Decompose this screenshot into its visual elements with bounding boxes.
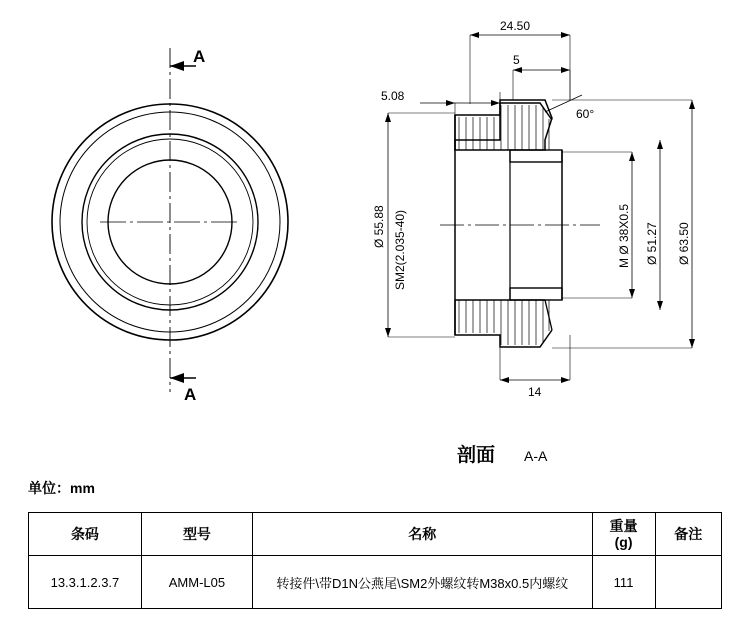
dim-text-top-overall: 24.50 xyxy=(500,19,531,33)
dim-text-left-flange: 5.08 xyxy=(381,89,405,103)
dim-arrow-m38-top xyxy=(629,152,635,161)
table-header-row xyxy=(29,513,722,556)
dim-arrow-5-right xyxy=(561,67,570,73)
hatch-upper xyxy=(459,105,549,150)
dim-text-m38: M Ø 38X0.5 xyxy=(617,203,631,268)
dim-arrow-14-right xyxy=(561,377,570,383)
cell-model: AMM-L05 xyxy=(141,556,252,609)
cell-barcode: 13.3.1.2.3.7 xyxy=(29,556,142,609)
spec-table-head xyxy=(29,513,722,556)
units-value: mm xyxy=(70,480,95,496)
cell-weight: 111 xyxy=(592,556,655,609)
section-arrow-top-head xyxy=(170,61,184,71)
hatch-lower xyxy=(459,300,549,345)
dim-text-dia-5588: Ø 55.88 xyxy=(372,205,386,248)
dim-arrow-5127-top xyxy=(657,140,663,149)
units-label xyxy=(28,478,95,498)
header-barcode: 条码 xyxy=(29,513,142,556)
upper-body-outline xyxy=(455,100,552,150)
dim-text-sm2-thread: SM2(2.035-40) xyxy=(393,209,407,290)
dim-arrow-2450-left xyxy=(470,32,479,38)
header-weight-line1: 重量 xyxy=(609,517,638,534)
cell-name: 转接件\带D1N公燕尾\SM2外螺纹转M38x0.5内螺纹 xyxy=(253,556,593,609)
units-label-text: 单位： xyxy=(28,480,70,496)
upper-profile xyxy=(455,103,552,150)
dim-arrow-6350-bottom xyxy=(689,339,695,348)
upper-sleeve xyxy=(510,150,562,162)
dim-text-dia-6350: Ø 63.50 xyxy=(677,222,691,265)
lower-chamfer xyxy=(545,300,552,330)
section-label-top: A xyxy=(193,47,206,66)
spec-table xyxy=(28,512,722,609)
header-model: 型号 xyxy=(141,513,252,556)
header-remark: 备注 xyxy=(655,513,721,556)
cell-remark xyxy=(655,556,721,609)
dim-arrow-14-left xyxy=(500,377,509,383)
table-row xyxy=(29,556,722,609)
spec-table-body xyxy=(29,556,722,609)
dim-arrow-5-left xyxy=(513,67,522,73)
header-name: 名称 xyxy=(253,513,593,556)
section-caption: 剖面 xyxy=(457,445,496,466)
dim-arrow-6350-top xyxy=(689,100,695,109)
lower-sleeve xyxy=(510,288,562,300)
header-weight-line2: (g) xyxy=(614,534,633,550)
dim-text-top-inner: 5 xyxy=(513,53,520,67)
dim-text-angle: 60° xyxy=(576,107,595,121)
dim-arrow-508-a xyxy=(446,100,455,106)
dim-text-bottom: 14 xyxy=(528,385,542,399)
dim-arrow-5588-top xyxy=(385,113,391,122)
header-weight xyxy=(592,513,655,556)
section-label-bottom: A xyxy=(184,385,197,404)
lower-profile xyxy=(455,300,552,347)
section-view xyxy=(372,19,695,399)
dim-arrow-m38-bottom xyxy=(629,289,635,298)
section-caption-suffix: A-A xyxy=(524,448,548,464)
dim-arrow-5588-bottom xyxy=(385,328,391,337)
dim-arrow-2450-right xyxy=(561,32,570,38)
front-view xyxy=(52,47,288,404)
dim-arrow-508-b xyxy=(491,100,500,106)
dim-arrow-5127-bottom xyxy=(657,301,663,310)
section-arrow-bottom-head xyxy=(170,373,184,383)
dim-text-dia-5127: Ø 51.27 xyxy=(645,222,659,265)
